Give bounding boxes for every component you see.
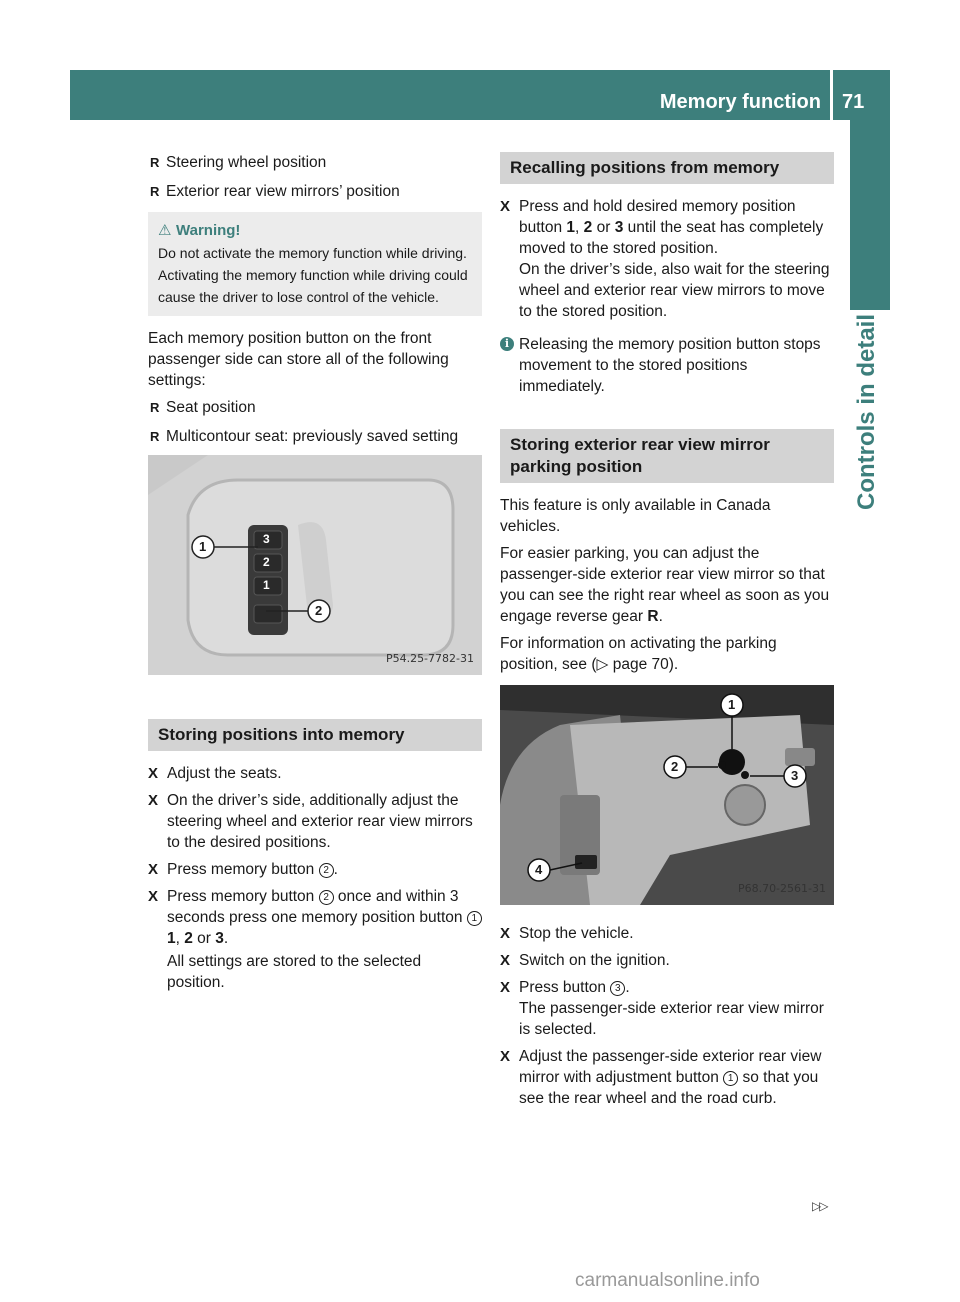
paragraph: For information on activating the parking position, see (▷ page 70). [500,635,777,673]
header-divider [830,70,833,120]
instruction-step: X On the driver’s side, additionally adjust the steering wheel and exterior rear view mirrors to the desired positions. [148,792,473,851]
paragraph: For easier parking, you can adjust the passenger-side exterior rear view mirror so that you can see the right rear wheel as soon as you engage reverse gear R. [500,545,830,625]
callout-ref: 3 [610,981,625,996]
right-column [500,152,834,1115]
warning-text: Do not activate the memory function while driving. Activating the memory function while driving could cause the driver to lose control of the vehicle. [158,245,468,305]
step-result: All settings are stored to the selected position. [167,953,422,991]
door-panel-illustration [500,685,834,905]
figure-id: P54.25-7782-31 [385,652,474,665]
warning-title: ⚠ Warning! [158,220,472,242]
figure-id: P68.70-2561-31 [737,882,826,895]
callout-ref: 2 [319,863,334,878]
callout-label: 2 [315,603,323,618]
list-item: R Multicontour seat: previously saved setting [150,428,459,445]
section-heading: Recalling positions from memory [500,152,834,184]
callout-label: 2 [671,759,679,774]
info-note: i Releasing the memory position button stops movement to the stored positions immediately. [500,334,834,397]
callout-label: 3 [791,768,799,783]
page-title: Memory function [659,91,821,113]
section-heading: Storing positions into memory [148,719,482,751]
info-icon: i [500,337,514,351]
instruction-step: X Press memory button 2 once and within 3 seconds press one memory position button 1 1, 2 or 3. [148,886,482,949]
callout-ref: 2 [319,890,334,905]
watermark: carmanualsonline.info [575,1270,760,1291]
section-label: Controls in detail [853,313,880,510]
memory-button-3-label: 3 [263,532,270,546]
instruction-step: X Stop the vehicle. [500,925,634,942]
list-item: R Exterior rear view mirrors’ position [150,183,400,200]
callout-label: 1 [199,539,207,554]
section-heading: Storing exterior rear view mirror parking position [500,429,834,483]
instruction-step: X Switch on the ignition. [500,952,670,969]
list-item: R Steering wheel position [150,154,327,171]
callout-label: 1 [728,697,736,712]
callout-ref: 1 [723,1071,738,1086]
instruction-step: X Press and hold desired memory position button 1, 2 or 3 until the seat has completely moved to the stored position. On the driver’s side, also wait for the steering wheel and exterior rear view mirrors to move to the stored position. [500,198,830,320]
warning-box [148,212,482,316]
callout-label: 4 [535,862,543,877]
intro-paragraph: Each memory position button on the front passenger side can store all of the following settings: [148,330,449,389]
mirror-switch-figure [500,685,834,905]
left-column [148,152,482,993]
instruction-step: X Adjust the passenger-side exterior rear view mirror with adjustment button 1 so that you see the rear wheel and the road curb. [500,1048,822,1107]
instruction-step: X Press memory button 2 . [148,861,338,878]
memory-buttons-illustration [148,455,482,675]
list-item: R Seat position [150,399,256,416]
instruction-step: X Adjust the seats. [148,765,282,782]
memory-button-1-label: 1 [263,578,270,592]
warning-icon: ⚠ [158,222,172,239]
paragraph: This feature is only available in Canada vehicles. [500,497,771,535]
callout-ref: 1 [467,911,482,926]
page-number: 71 [842,91,865,113]
instruction-step: X Press button 3 . The passenger-side exterior rear view mirror is selected. [500,979,824,1038]
memory-button-2-label: 2 [263,555,270,569]
continue-arrow: ▷▷ [812,1199,827,1213]
memory-buttons-figure [148,455,482,675]
